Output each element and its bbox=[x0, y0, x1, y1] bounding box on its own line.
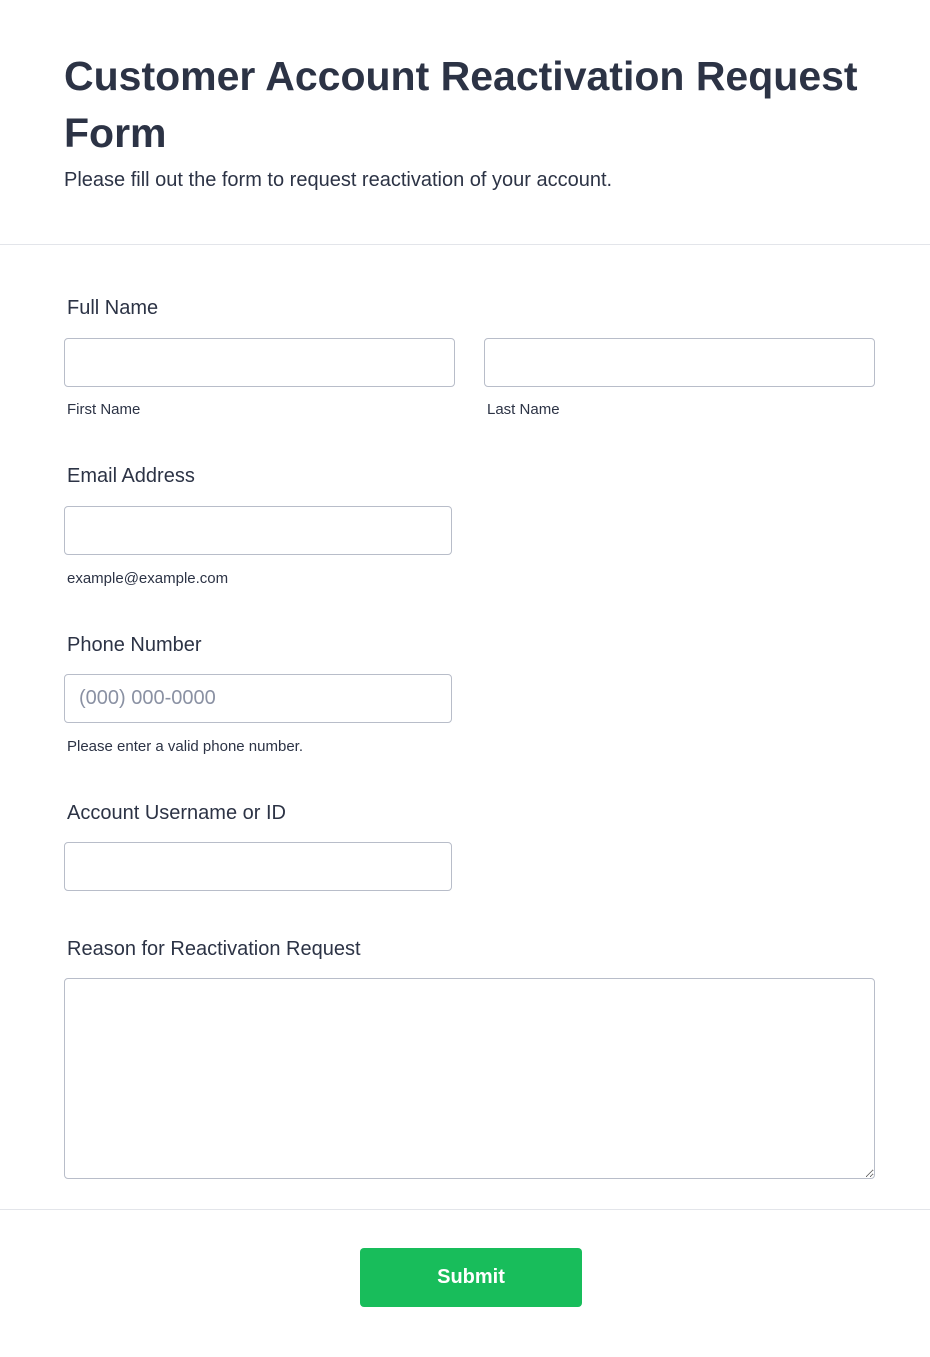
footer-divider bbox=[0, 1209, 930, 1210]
phone-sublabel: Please enter a valid phone number. bbox=[67, 738, 303, 755]
form-header bbox=[0, 0, 930, 245]
form-subtitle: Please fill out the form to request reactivation of your account. bbox=[64, 169, 613, 191]
phone-label: Phone Number bbox=[67, 634, 202, 656]
email-input[interactable] bbox=[64, 506, 452, 555]
email-label: Email Address bbox=[67, 465, 195, 487]
reason-label: Reason for Reactivation Request bbox=[67, 938, 361, 960]
submit-button[interactable]: Submit bbox=[360, 1248, 582, 1307]
last-name-sublabel: Last Name bbox=[487, 401, 560, 418]
reason-textarea[interactable] bbox=[64, 978, 875, 1179]
username-input[interactable] bbox=[64, 842, 452, 891]
first-name-sublabel: First Name bbox=[67, 401, 141, 418]
username-label: Account Username or ID bbox=[67, 802, 286, 824]
last-name-input[interactable] bbox=[484, 338, 875, 387]
email-sublabel: example@example.com bbox=[67, 570, 229, 587]
full-name-label: Full Name bbox=[67, 297, 159, 319]
phone-input[interactable] bbox=[64, 674, 452, 723]
first-name-input[interactable] bbox=[64, 338, 455, 387]
form-title: Customer Account Reactivation Request Form bbox=[64, 53, 858, 156]
